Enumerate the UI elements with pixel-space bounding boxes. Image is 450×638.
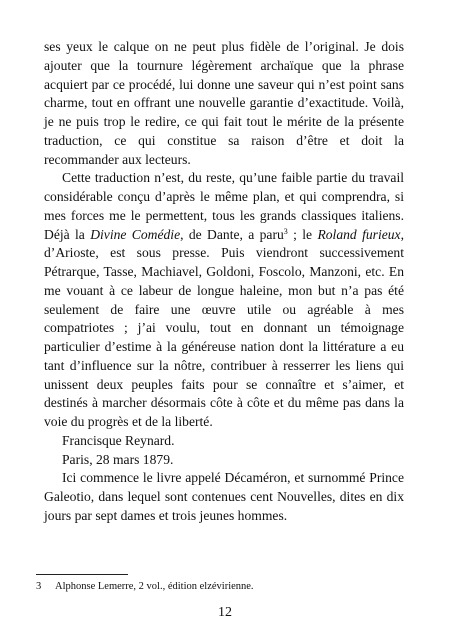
footnote-divider bbox=[36, 574, 128, 575]
paragraph-translation-plan bbox=[44, 169, 404, 432]
footnote-text: Alphonse Lemerre, 2 vol., édition elzévirienne. bbox=[55, 581, 254, 592]
paragraph-continuation: ses yeux le calque on ne peut plus fidèle de l’original. Je dois ajouter que la tournure légèrement archaïque que la phrase acquiert par ce procédé, lui donne une saveur qui n’est point sans charme, tout en offrant une nouvelle garantie d’exactitude. Voilà, je ne puis trop le redire, ce qui fait tout le mérite de la présente traduction, ce qui constitue sa raison d’être et doit la recommander aux lecteurs. bbox=[44, 39, 404, 167]
footnote bbox=[36, 580, 254, 593]
footnote-number: 3 bbox=[36, 581, 42, 592]
title-divine-comedie: Divine Comédie bbox=[90, 226, 181, 242]
footnote-reference[interactable]: 3 bbox=[283, 226, 288, 236]
title-roland-furieux: Roland furieux bbox=[317, 226, 401, 242]
paragraph-text: , de Dante, a paru bbox=[180, 226, 284, 242]
paragraph-incipit: Ici commence le livre appelé Décaméron, et surnommé Prince Galeotio, dans lequel sont contenues cent Nouvelles, dites en dix jours par sept dames et trois jeunes hommes. bbox=[44, 470, 404, 523]
signature: Francisque Reynard. bbox=[62, 432, 175, 448]
paragraph-text: , d’Arioste, est sous presse. Puis viendront successivement Pétrarque, Tasse, Machiavel, Goldoni, Foscolo, Manzoni, etc. En me vouant à ce labeur de longue haleine, mon but n’a pas été seulement de faire une œuvre utile ou agréable à mes compatriotes ; j’ai voulu, tout en donnant un témoignage particulier d’estime à la généreuse nation dont la littérature a eu tant d’influence sur la nôtre, contribuer à resserrer les liens qui unissent deux peuples faits pour se connaître et s’aimer, et destinés à marcher désormais côte à côte et du même pas dans la voie du progrès et de la liberté. bbox=[44, 226, 404, 429]
paragraph-text: ; le bbox=[287, 226, 318, 242]
body-text bbox=[44, 38, 404, 526]
page-number: 12 bbox=[218, 605, 232, 620]
paragraph-text: Cette traduction n’est, du reste, qu’une faible partie du travail considérable conçu d’après le même plan, et qui comprendra, si mes forces me le permettent, tous les grands classiques italiens. Déjà la bbox=[44, 170, 404, 242]
dateline: Paris, 28 mars 1879. bbox=[62, 451, 174, 467]
